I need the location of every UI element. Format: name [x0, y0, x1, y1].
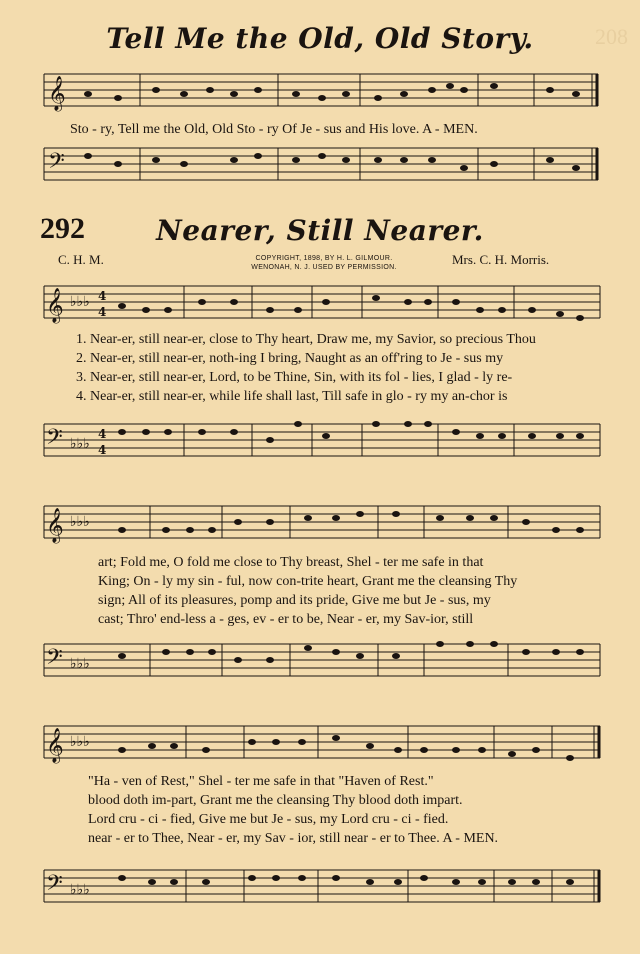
svg-text:𝄢: 𝄢	[46, 645, 63, 675]
svg-text:4: 4	[98, 427, 107, 441]
verse-3-line-2: sign; All of its pleasures, pomp and its pride, Give me but Je - sus, my	[98, 593, 491, 608]
verse-3-line-3: Lord cru - ci - fied, Give me but Je - sus, my Lord cru - ci - fied.	[88, 812, 449, 827]
copyright-notice	[224, 254, 424, 272]
verse-3-line-1: 3. Near-er, still near-er, Lord, to be Thine, Sin, with its fol - lies, I glad - ly re-	[76, 370, 513, 385]
svg-text:♭♭♭: ♭♭♭	[70, 436, 90, 452]
verse-4-line-3: near - er to Thee, Near - er, my Sav - ior, still near - er to Thee. A - MEN.	[88, 831, 499, 846]
verses-system-2	[98, 553, 517, 629]
staff-s1-treble	[0, 282, 640, 322]
svg-text:♭♭♭: ♭♭♭	[70, 656, 90, 672]
hymn-number: 292	[40, 212, 85, 245]
hymn-title: Nearer, Still Nearer.	[156, 214, 484, 247]
svg-text:4: 4	[98, 289, 107, 303]
lyric-top: Sto - ry, Tell me the Old, Old Sto - ry Of Je - sus and His love. A - MEN.	[70, 122, 478, 137]
staff-s2-treble	[0, 502, 640, 542]
verse-2-line-1: 2. Near-er, still near-er, noth-ing I bring, Naught as an off'ring to Je - sus my	[76, 351, 504, 366]
svg-text:4: 4	[98, 443, 107, 457]
staff-s1-bass	[0, 420, 640, 460]
svg-text:♭♭♭: ♭♭♭	[70, 514, 90, 530]
svg-text:𝄢: 𝄢	[48, 149, 65, 179]
svg-text:♭♭♭: ♭♭♭	[70, 882, 90, 898]
copyright-line-1: COPYRIGHT, 1898, BY H. L. GILMOUR.	[255, 255, 393, 262]
svg-text:♭♭♭: ♭♭♭	[70, 294, 90, 310]
faint-page-number: 208	[595, 24, 628, 49]
verses-system-3	[88, 772, 498, 848]
staff-s2-bass	[0, 640, 640, 680]
staff-s3-bass	[0, 866, 640, 906]
verse-2-line-2: King; On - ly my sin - ful, now con-trite heart, Grant me the cleansing Thy	[98, 574, 518, 589]
staff-s3-treble	[0, 722, 640, 762]
verses-system-1	[76, 330, 536, 406]
author-credit: Mrs. C. H. Morris.	[452, 252, 550, 267]
svg-text:𝄢: 𝄢	[46, 871, 63, 901]
svg-text:𝄢: 𝄢	[46, 425, 63, 455]
svg-text:𝄞: 𝄞	[46, 288, 64, 323]
verse-1-line-2: art; Fold me, O fold me close to Thy breast, Shel - ter me safe in that	[98, 555, 484, 570]
copyright-line-2: WENONAH, N. J. USED BY PERMISSION.	[251, 264, 397, 271]
verse-1-line-1: 1. Near-er, still near-er, close to Thy heart, Draw me, my Savior, so precious Thou	[76, 332, 536, 347]
tune-credit: C. H. M.	[58, 252, 104, 267]
svg-text:𝄞: 𝄞	[48, 76, 66, 111]
verse-4-line-1: 4. Near-er, still near-er, while life shall last, Till safe in glo - ry my an-chor is	[76, 389, 508, 404]
svg-text:𝄞: 𝄞	[46, 728, 64, 763]
svg-text:4: 4	[98, 305, 107, 319]
verse-4-line-2: cast; Thro' end-less a - ges, ev - er to be, Near - er, my Sav-ior, still	[98, 612, 474, 627]
verse-1-line-3: "Ha - ven of Rest," Shel - ter me safe in that "Haven of Rest."	[88, 774, 434, 789]
svg-text:𝄞: 𝄞	[46, 508, 64, 543]
staff-top-bass	[0, 144, 640, 184]
verse-2-line-3: blood doth im-part, Grant me the cleansing Thy blood doth impart.	[88, 793, 463, 808]
staff-top-treble	[0, 70, 640, 110]
svg-text:♭♭♭: ♭♭♭	[70, 734, 90, 750]
hymn-title-top: Tell Me the Old, Old Story.	[106, 22, 534, 55]
